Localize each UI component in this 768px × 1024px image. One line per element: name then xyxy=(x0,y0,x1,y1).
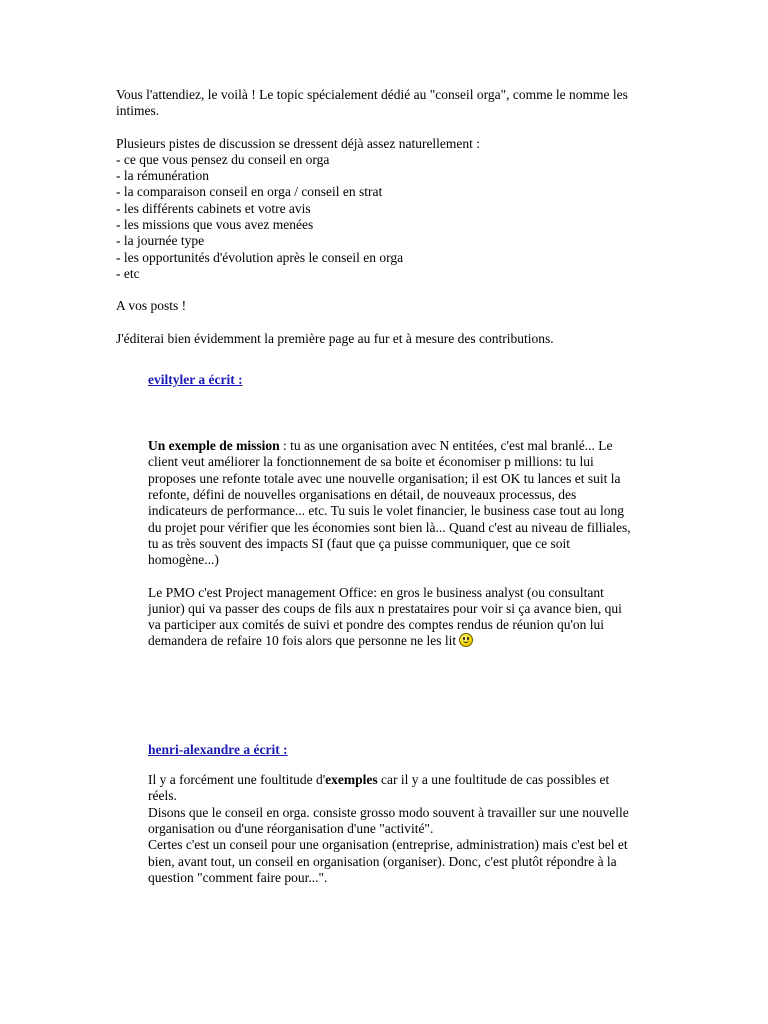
quote-paragraph: Disons que le conseil en orga. consiste grosso modo souvent à travailler sur une nouvelle organisation ou d'une réorganisation d'une "activité". xyxy=(148,804,629,836)
list-item: - la journée type xyxy=(116,233,205,249)
discussion-topics-intro: Plusieurs pistes de discussion se dressent déjà assez naturellement : xyxy=(116,135,481,151)
quote-bold-lead: Un exemple de mission xyxy=(148,438,280,454)
list-item: - la rémunération xyxy=(116,168,209,184)
quote-bold-word: exemples xyxy=(325,772,378,788)
list-item: - la comparaison conseil en orga / conseil en strat xyxy=(116,184,383,200)
list-item: - etc xyxy=(116,265,140,281)
list-item: - les opportunités d'évolution après le conseil en orga xyxy=(116,249,404,265)
forum-post xyxy=(116,87,651,886)
list-item: - les missions que vous avez menées xyxy=(116,217,314,233)
quote-paragraph xyxy=(148,438,633,568)
discussion-topics-list xyxy=(116,152,651,282)
quote-paragraph xyxy=(148,585,633,650)
quote-henri-alexandre xyxy=(148,742,633,886)
quote-author-link[interactable]: henri-alexandre a écrit : xyxy=(148,741,288,757)
call-to-post: A vos posts ! xyxy=(116,298,187,314)
quote-paragraph xyxy=(148,772,633,805)
quote-text: car il y a une foultitude de cas possibles et réels. xyxy=(148,772,610,804)
list-item: - ce que vous pensez du conseil en orga xyxy=(116,151,330,167)
edit-note: J'éditerai bien évidemment la première page au fur et à mesure des contributions. xyxy=(116,330,554,346)
quote-text: Le PMO c'est Project management Office: en gros le business analyst (ou consultant junior) qui va passer des coups de fils aux n prestataires pour voir si ça avance bien, qui va participer aux comités de suivi et pondre des comptes rendus de réunion qu'on lui demandera de refaire 10 fois alors que personne ne les lit xyxy=(148,584,622,649)
intro-paragraph: Vous l'attendiez, le voilà ! Le topic spécialement dédié au "conseil orga", comme le nomme les intimes. xyxy=(116,87,628,119)
list-item: - les différents cabinets et votre avis xyxy=(116,200,311,216)
quote-text: : tu as une organisation avec N entitées, c'est mal branlé... Le client veut améliorer la fonctionnement de sa boite et économiser p millions: tu lui proposes une refonte totale avec une nouvelle organisation; il est OK tu lances et suit la refonte, défini de nouvelles organisations en détail, de nouveaux processus, des indicateurs de performance... etc. Tu suis le volet financier, le business case tout au long du projet pour vérifier que les économies sont bien là... Quand c'est au niveau de filliales, tu as très souvent des impacts SI (faut que ça puisse communiquer, que ce soit homogène...) xyxy=(148,438,631,568)
quote-text: Il y a forcément une foultitude d' xyxy=(148,772,326,788)
quote-paragraph: Certes c'est un conseil pour une organisation (entreprise, administration) mais c'est bel et bien, avant tout, un conseil en organisation (organiser). Donc, c'est plutôt répondre à la question "comment faire pour...". xyxy=(148,837,628,885)
smiley-icon xyxy=(459,633,473,647)
quote-author-link[interactable]: eviltyler a écrit : xyxy=(148,371,243,387)
quote-eviltyler xyxy=(148,372,633,650)
